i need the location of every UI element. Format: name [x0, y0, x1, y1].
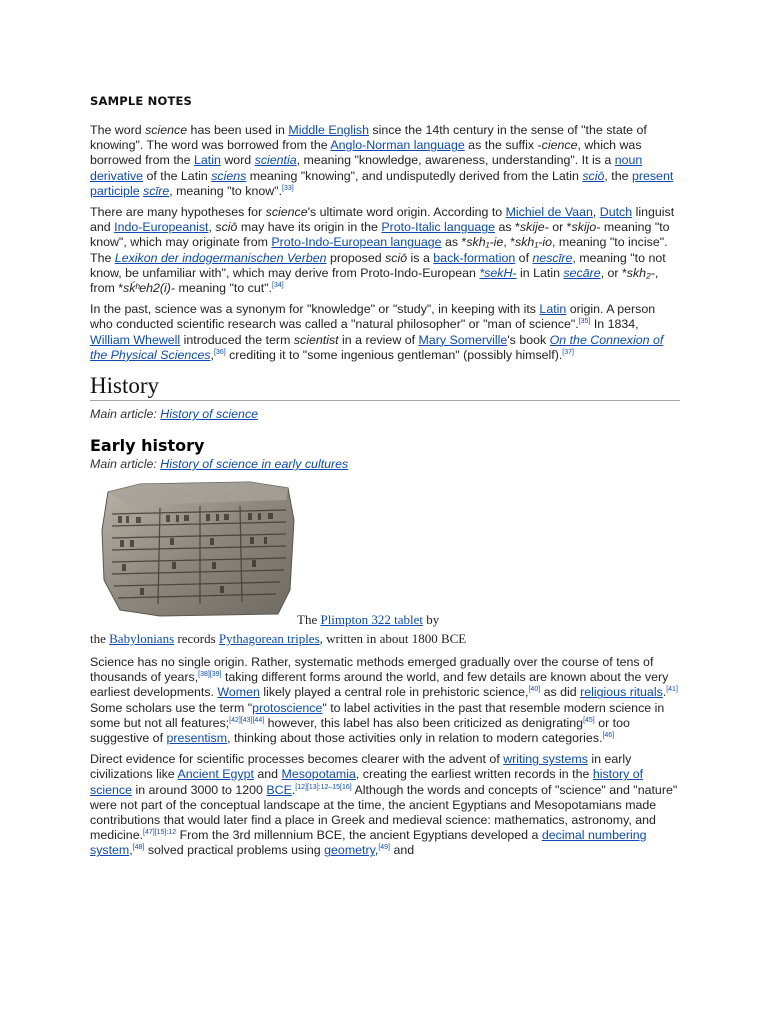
main-article-note	[90, 407, 680, 422]
text: The word	[90, 123, 146, 137]
caption-word: the	[90, 631, 110, 647]
reference-marker[interactable]: [34]	[272, 281, 284, 289]
link-noun-derivative[interactable]: noun derivative	[90, 153, 643, 183]
italic-term: sḱʰeh2(i)-	[123, 281, 176, 296]
figure-caption	[90, 630, 680, 647]
text: meaning "to cut".	[175, 281, 273, 296]
text: .	[662, 685, 667, 700]
text: , which was borrowed from the	[90, 138, 642, 168]
text: ,	[210, 347, 214, 362]
text: word	[220, 153, 255, 168]
text: in Latin	[516, 265, 564, 280]
text: solved practical problems using	[144, 843, 325, 858]
link-michiel-de-vaan[interactable]: Michiel de Vaan	[505, 205, 593, 220]
text: introduced the term	[180, 332, 294, 347]
text: likely played a central role in prehistoric science,	[259, 685, 529, 700]
reference-marker[interactable]: [41]	[666, 686, 678, 694]
link-geometry[interactable]: geometry	[324, 843, 375, 858]
reference-marker[interactable]: [49]	[378, 844, 391, 852]
link-indo-europeanist[interactable]: Indo-Europeanist	[114, 220, 209, 235]
link-history-of-science[interactable]: History of science	[160, 407, 259, 422]
hatnote-label: Main article:	[90, 457, 161, 472]
text: since the 14th century in the sense of "the state of knowing". The word was borrowed from the	[90, 123, 647, 153]
text: or too suggestive of	[90, 715, 630, 746]
link-mesopotamia[interactable]: Mesopotamia	[281, 767, 356, 782]
link-protoscience[interactable]: protoscience	[252, 700, 323, 715]
link-present-participle[interactable]: present participle	[90, 168, 674, 198]
hatnote-label: Main article:	[90, 407, 161, 422]
paragraph-early-1	[90, 655, 680, 746]
paragraph-etymology-3	[90, 302, 680, 363]
link-sciens[interactable]: sciens	[211, 168, 247, 183]
text: , from *	[90, 265, 659, 296]
text: linguist and	[90, 205, 675, 235]
article	[90, 94, 680, 865]
reference-marker[interactable]: [40]	[528, 686, 541, 694]
text: however, this label has also been criticized as denigrating	[264, 715, 584, 730]
link-plimpton-322[interactable]: Plimpton 322 tablet	[320, 612, 424, 628]
link-decimal-numbering[interactable]: decimal numbering system	[90, 828, 647, 858]
link-mary-somerville[interactable]: Mary Somerville	[418, 332, 508, 347]
reference-marker[interactable]: [33]	[282, 184, 294, 192]
text: in early civilizations like	[90, 752, 632, 782]
text: of the Latin	[143, 168, 212, 183]
link-latin[interactable]: Latin	[194, 153, 221, 168]
italic-term: cience	[541, 138, 578, 153]
text: 's book	[507, 332, 550, 347]
link-history-of-science-2[interactable]: history of science	[90, 767, 644, 797]
link-scio[interactable]: sciō	[582, 168, 605, 183]
text: in around 3000 to 1200	[132, 782, 267, 797]
text: , *	[503, 235, 516, 250]
section-heading-history: History	[90, 373, 680, 401]
italic-term: sciō	[385, 250, 408, 265]
text: From the 3rd millennium BCE, the ancient Egyptians developed a	[176, 828, 542, 843]
paragraph-etymology-1	[90, 123, 680, 199]
reference-marker[interactable]: [47][15]:12	[143, 829, 177, 837]
text: .	[291, 782, 296, 797]
text: ,	[208, 220, 216, 235]
link-lexikon[interactable]: Lexikon der indogermanischen Verben	[114, 250, 327, 265]
link-proto-indo-european[interactable]: Proto-Indo-European language	[271, 235, 442, 250]
text: , written in about 1800 BCE	[319, 631, 467, 647]
link-nescire[interactable]: nescīre	[532, 250, 573, 265]
main-article-note	[90, 457, 680, 472]
link-history-early-cultures[interactable]: History of science in early cultures	[160, 457, 349, 472]
text: The	[297, 612, 321, 628]
reference-marker[interactable]: [42][43][44]	[229, 716, 265, 724]
text: or *	[548, 220, 572, 235]
link-back-formation[interactable]: back-formation	[433, 250, 516, 265]
caption-word: by	[423, 612, 440, 628]
link-scientia[interactable]: scientia	[254, 153, 297, 168]
reference-marker[interactable]: [46]	[602, 731, 615, 739]
reference-marker[interactable]: [37]	[562, 348, 574, 356]
italic-term: skh₂-	[626, 265, 655, 280]
clay-tablet-image	[100, 480, 296, 618]
link-william-whewell[interactable]: William Whewell	[90, 332, 181, 347]
section-heading-early-history: Early history	[90, 436, 205, 456]
text: Science has no single origin. Rather, systematic methods emerged gradually over the course of tens of thousands of years,	[90, 655, 654, 685]
link-secare[interactable]: secāre	[563, 265, 601, 280]
text: , or *	[600, 265, 627, 280]
link-writing-systems[interactable]: writing systems	[503, 752, 588, 767]
text: meaning "knowing", and undisputedly derived from the Latin	[246, 168, 583, 183]
link-babylonians[interactable]: Babylonians	[109, 631, 175, 647]
text: ,	[592, 205, 600, 220]
text: proposed	[326, 250, 386, 265]
text: crediting it to "some ingenious gentleman" (possibly himself).	[225, 347, 563, 362]
text: , meaning "to not know, be unfamiliar with", which may derive from Proto-Indo-European	[90, 250, 666, 280]
text: and	[253, 767, 282, 782]
link-sekh[interactable]: *sekH-	[479, 265, 517, 280]
page-title: SAMPLE NOTES	[90, 94, 193, 108]
text: as the suffix -	[464, 138, 542, 153]
link-religious-rituals[interactable]: religious rituals	[580, 685, 663, 700]
link-presentism[interactable]: presentism	[166, 731, 228, 746]
link-scire[interactable]: scīre	[143, 183, 170, 198]
link-pythagorean-triples[interactable]: Pythagorean triples	[218, 631, 320, 647]
reference-marker[interactable]: [36]	[213, 348, 226, 356]
link-connexion-physical-sciences[interactable]: On the Connexion of the Physical Sciences	[90, 332, 664, 362]
link-bce[interactable]: BCE	[266, 782, 292, 797]
figure	[90, 480, 680, 630]
text: of	[515, 250, 533, 265]
text: ,	[129, 843, 133, 858]
italic-term: science	[145, 123, 188, 137]
text: , meaning "to incise". The	[90, 235, 668, 265]
text: , the	[604, 168, 632, 183]
text: and	[390, 843, 415, 858]
text: In 1834,	[590, 317, 639, 332]
link-anglo-norman[interactable]: Anglo-Norman language	[330, 138, 465, 153]
reference-marker[interactable]: [45]	[583, 716, 595, 724]
link-ancient-egypt[interactable]: Ancient Egypt	[177, 767, 254, 782]
link-women[interactable]: Women	[217, 685, 260, 700]
paragraph-early-2	[90, 752, 680, 858]
text: as did	[540, 685, 581, 700]
text: taking different forms around the world, and few details are known about the very earliest developments.	[90, 670, 669, 700]
text: origin. A person who conducted scientific research was called a "natural philosopher" or "man of science".	[90, 302, 656, 332]
link-middle-english[interactable]: Middle English	[288, 123, 369, 137]
text: In the past, science was a synonym for "knowledge" or "study", in keeping with its	[90, 302, 540, 317]
reference-marker[interactable]: [12][13]:12–15[16]	[295, 783, 352, 791]
text: meaning "to know", which may originate from	[90, 220, 670, 250]
text: as *	[495, 220, 520, 235]
italic-term: sciō	[215, 220, 238, 235]
italic-term: skije-	[519, 220, 549, 235]
text: Some scholars use the term "	[90, 700, 253, 715]
text: Direct evidence for scientific processes becomes clearer with the advent of	[90, 752, 504, 767]
text: Although the words and concepts of "science" and "nature" were not part of the conceptual landscape at the time, the ancient Egyptians and Mesopotamians made contributions that would later find a place in Greek and medieval science: mathematics, astronomy, and medicine.	[90, 782, 678, 843]
reference-marker[interactable]: [48]	[132, 844, 145, 852]
italic-term: scientist	[293, 332, 339, 347]
link-proto-italic[interactable]: Proto-Italic language	[381, 220, 496, 235]
text: in a review of	[338, 332, 419, 347]
link-dutch[interactable]: Dutch	[599, 205, 633, 220]
text: records	[174, 631, 219, 647]
text: , thinking about those activities only in relation to modern categories.	[227, 731, 603, 746]
text: , meaning "to know".	[169, 183, 283, 198]
reference-marker[interactable]: [38][39]	[198, 671, 222, 679]
text: ,	[374, 843, 379, 858]
text: as *	[441, 235, 467, 250]
text: may have its origin in the	[237, 220, 382, 235]
italic-term: science	[265, 205, 308, 220]
text: There are many hypotheses for	[90, 205, 266, 220]
text: is a	[407, 250, 434, 265]
text: has been used in	[187, 123, 289, 137]
italic-term: skh₁-ie	[466, 235, 504, 250]
link-latin-origin[interactable]: Latin	[539, 302, 567, 317]
text: " to label activities in the past that resemble modern science in some but not all features;	[90, 700, 665, 730]
italic-term: skh₁-io	[515, 235, 552, 250]
italic-term: skijo-	[571, 220, 601, 235]
text: , meaning "knowledge, awareness, understanding". It is a	[296, 153, 615, 168]
paragraph-etymology-2	[90, 205, 680, 296]
text: , creating the earliest written records in the	[355, 767, 593, 782]
text: 's ultimate word origin. According to	[307, 205, 506, 220]
reference-marker[interactable]: [35]	[578, 318, 591, 326]
